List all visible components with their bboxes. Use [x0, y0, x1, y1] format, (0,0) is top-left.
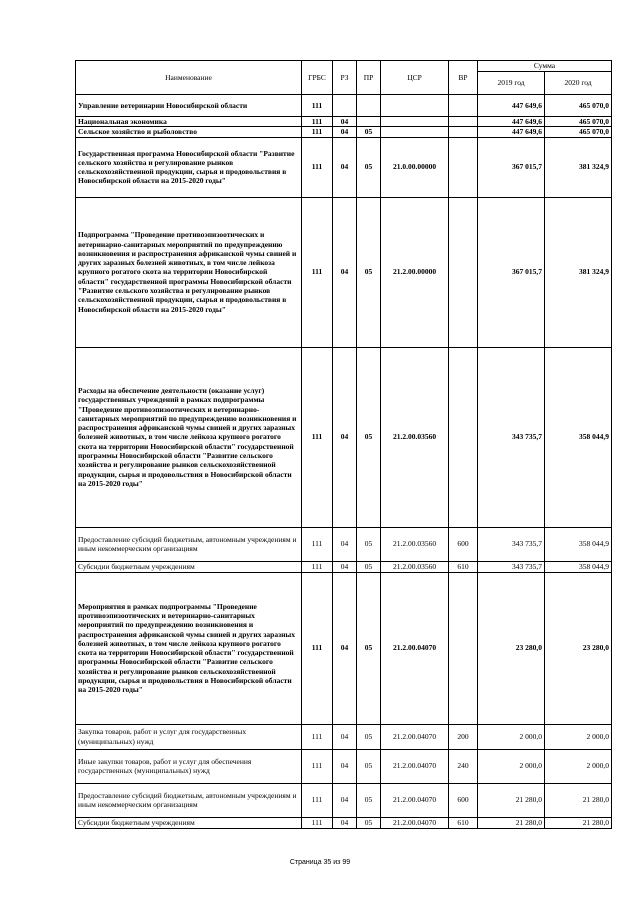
row-csr: 21.2.00.03560	[381, 347, 449, 527]
table-row	[76, 572, 612, 724]
row-csr	[381, 95, 449, 117]
row-grbs: 111	[302, 572, 333, 724]
row-name: Государственная программа Новосибирской области "Развитие сельского хозяйства и регулирование рынков сельскохозяйственной продукции, сырья и продовольствия в Новосибирской области на 2015-2020 годы"	[76, 137, 302, 197]
table-row	[76, 817, 612, 828]
row-name: Расходы на обеспечение деятельности (оказание услуг) государственных учреждений в рамках подпрограммы "Проведение противоэпизоотических и ветеринарно-санитарных мероприятий по предупреждению возникновения и распространения африканской чумы свиней и других заразных болезней животных, в том числе лейкоза крупного рогатого скота на территории Новосибирской области" государственной программы Новосибирской области "Развитие сельского хозяйства и регулирование рынков сельскохозяйственной продукции, сырья и продовольствия в Новосибирской области на 2015-2020 годы"	[76, 347, 302, 527]
row-csr: 21.2.00.04070	[381, 783, 449, 817]
row-vr: 600	[449, 783, 478, 817]
row-csr: 21.2.00.03560	[381, 561, 449, 572]
row-sum-2020: 358 044,9	[545, 561, 612, 572]
row-name: Мероприятия в рамках подпрограммы "Проведение противоэпизоотических и ветеринарно-санитарных мероприятий по предупреждению возникновения и распространения африканской чумы свиней и других заразных болезней животных, в том числе лейкоза крупного рогатого скота на территории Новосибирской области" государственной программы Новосибирской области "Развитие сельского хозяйства и регулирование рынков сельскохозяйственной продукции, сырья и продовольствия в Новосибирской области на 2015-2020 годы"	[76, 572, 302, 724]
row-vr	[449, 127, 478, 137]
row-sum-2020: 2 000,0	[545, 749, 612, 783]
table-row	[76, 527, 612, 561]
row-rz: 04	[333, 572, 357, 724]
table-row	[76, 127, 612, 137]
row-sum-2019: 447 649,6	[478, 117, 545, 127]
row-sum-2019: 367 015,7	[478, 137, 545, 197]
row-sum-2019: 2 000,0	[478, 749, 545, 783]
row-vr: 610	[449, 561, 478, 572]
row-pr: 05	[357, 127, 381, 137]
row-grbs: 111	[302, 527, 333, 561]
row-grbs: 111	[302, 724, 333, 749]
header-name: Наименование	[76, 61, 302, 95]
row-sum-2020: 358 044,9	[545, 527, 612, 561]
row-grbs: 111	[302, 783, 333, 817]
table-row	[76, 197, 612, 347]
row-name: Субсидии бюджетным учреждениям	[76, 817, 302, 828]
row-rz: 04	[333, 817, 357, 828]
table-row	[76, 347, 612, 527]
row-csr: 21.2.00.04070	[381, 749, 449, 783]
row-name: Подпрограмма "Проведение противоэпизоотических и ветеринарно-санитарных мероприятий по предупреждению возникновения и распространения африканской чумы свиней и других заразных болезней животных, в том числе лейкоза крупного рогатого скота на территории Новосибирской области" государственной программы Новосибирской области "Развитие сельского хозяйства и регулирование рынков сельскохозяйственной продукции, сырья и продовольствия в Новосибирской области на 2015-2020 годы"	[76, 197, 302, 347]
row-csr	[381, 117, 449, 127]
row-pr: 05	[357, 561, 381, 572]
row-name: Закупка товаров, работ и услуг для государственных (муниципальных) нужд	[76, 724, 302, 749]
row-pr: 05	[357, 783, 381, 817]
row-rz: 04	[333, 137, 357, 197]
page-number: Страница 35 из 99	[289, 859, 351, 866]
row-csr: 21.2.00.04070	[381, 724, 449, 749]
row-vr	[449, 117, 478, 127]
row-pr: 05	[357, 724, 381, 749]
row-rz: 04	[333, 197, 357, 347]
row-rz: 04	[333, 347, 357, 527]
row-rz: 04	[333, 527, 357, 561]
row-csr: 21.2.00.03560	[381, 527, 449, 561]
row-pr: 05	[357, 572, 381, 724]
header-csr: ЦСР	[381, 61, 449, 95]
row-grbs: 111	[302, 95, 333, 117]
header-2020: 2020 год	[545, 72, 612, 95]
row-grbs: 111	[302, 117, 333, 127]
row-csr: 21.2.00.04070	[381, 817, 449, 828]
row-sum-2020: 465 070,0	[545, 127, 612, 137]
row-vr	[449, 137, 478, 197]
row-name: Предоставление субсидий бюджетным, автономным учреждениям и иным некоммерческим организациям	[76, 783, 302, 817]
row-name: Иные закупки товаров, работ и услуг для обеспечения государственных (муниципальных) нужд	[76, 749, 302, 783]
table-row	[76, 749, 612, 783]
row-pr: 05	[357, 749, 381, 783]
row-sum-2019: 447 649,6	[478, 95, 545, 117]
row-name: Предоставление субсидий бюджетным, автономным учреждениям и иным некоммерческим организациям	[76, 527, 302, 561]
row-vr: 600	[449, 527, 478, 561]
row-csr: 21.2.00.00000	[381, 197, 449, 347]
table-row	[76, 117, 612, 127]
row-name: Сельское хозяйство и рыболовство	[76, 127, 302, 137]
row-sum-2019: 367 015,7	[478, 197, 545, 347]
table-row	[76, 95, 612, 117]
row-sum-2019: 2 000,0	[478, 724, 545, 749]
row-grbs: 111	[302, 561, 333, 572]
row-sum-2019: 343 735,7	[478, 527, 545, 561]
row-vr	[449, 347, 478, 527]
row-sum-2020: 358 044,9	[545, 347, 612, 527]
row-sum-2020: 381 324,9	[545, 197, 612, 347]
row-vr: 200	[449, 724, 478, 749]
row-csr: 21.0.00.00000	[381, 137, 449, 197]
row-grbs: 111	[302, 197, 333, 347]
row-grbs: 111	[302, 127, 333, 137]
row-pr	[357, 95, 381, 117]
row-rz: 04	[333, 117, 357, 127]
row-sum-2020: 465 070,0	[545, 117, 612, 127]
row-sum-2020: 21 280,0	[545, 783, 612, 817]
row-sum-2020: 21 280,0	[545, 817, 612, 828]
row-rz	[333, 95, 357, 117]
row-pr: 05	[357, 197, 381, 347]
row-pr: 05	[357, 137, 381, 197]
row-csr	[381, 127, 449, 137]
row-vr: 610	[449, 817, 478, 828]
table-row	[76, 137, 612, 197]
row-rz: 04	[333, 724, 357, 749]
header-sum: Сумма	[478, 61, 612, 72]
row-rz: 04	[333, 561, 357, 572]
row-sum-2020: 2 000,0	[545, 724, 612, 749]
row-name: Управление ветеринарии Новосибирской области	[76, 95, 302, 117]
row-sum-2019: 447 649,6	[478, 127, 545, 137]
row-rz: 04	[333, 127, 357, 137]
row-pr: 05	[357, 527, 381, 561]
row-sum-2020: 23 280,0	[545, 572, 612, 724]
row-vr	[449, 95, 478, 117]
row-grbs: 111	[302, 749, 333, 783]
row-vr	[449, 197, 478, 347]
row-sum-2019: 23 280,0	[478, 572, 545, 724]
header-rz: РЗ	[333, 61, 357, 95]
header-pr: ПР	[357, 61, 381, 95]
row-rz: 04	[333, 783, 357, 817]
row-name: Национальная экономика	[76, 117, 302, 127]
row-sum-2019: 21 280,0	[478, 783, 545, 817]
budget-table	[75, 60, 612, 829]
row-rz: 04	[333, 749, 357, 783]
row-sum-2020: 381 324,9	[545, 137, 612, 197]
row-sum-2019: 343 735,7	[478, 347, 545, 527]
header-grbs: ГРБС	[302, 61, 333, 95]
table-body	[76, 95, 612, 829]
row-grbs: 111	[302, 347, 333, 527]
row-pr: 05	[357, 817, 381, 828]
table-row	[76, 724, 612, 749]
row-sum-2019: 343 735,7	[478, 561, 545, 572]
row-grbs: 111	[302, 137, 333, 197]
row-pr	[357, 117, 381, 127]
table-row	[76, 561, 612, 572]
row-name: Субсидии бюджетным учреждениям	[76, 561, 302, 572]
row-pr: 05	[357, 347, 381, 527]
row-vr: 240	[449, 749, 478, 783]
row-grbs: 111	[302, 817, 333, 828]
row-vr	[449, 572, 478, 724]
row-sum-2019: 21 280,0	[478, 817, 545, 828]
table-row	[76, 783, 612, 817]
header-vr: ВР	[449, 61, 478, 95]
header-2019: 2019 год	[478, 72, 545, 95]
row-csr: 21.2.00.04070	[381, 572, 449, 724]
row-sum-2020: 465 070,0	[545, 95, 612, 117]
